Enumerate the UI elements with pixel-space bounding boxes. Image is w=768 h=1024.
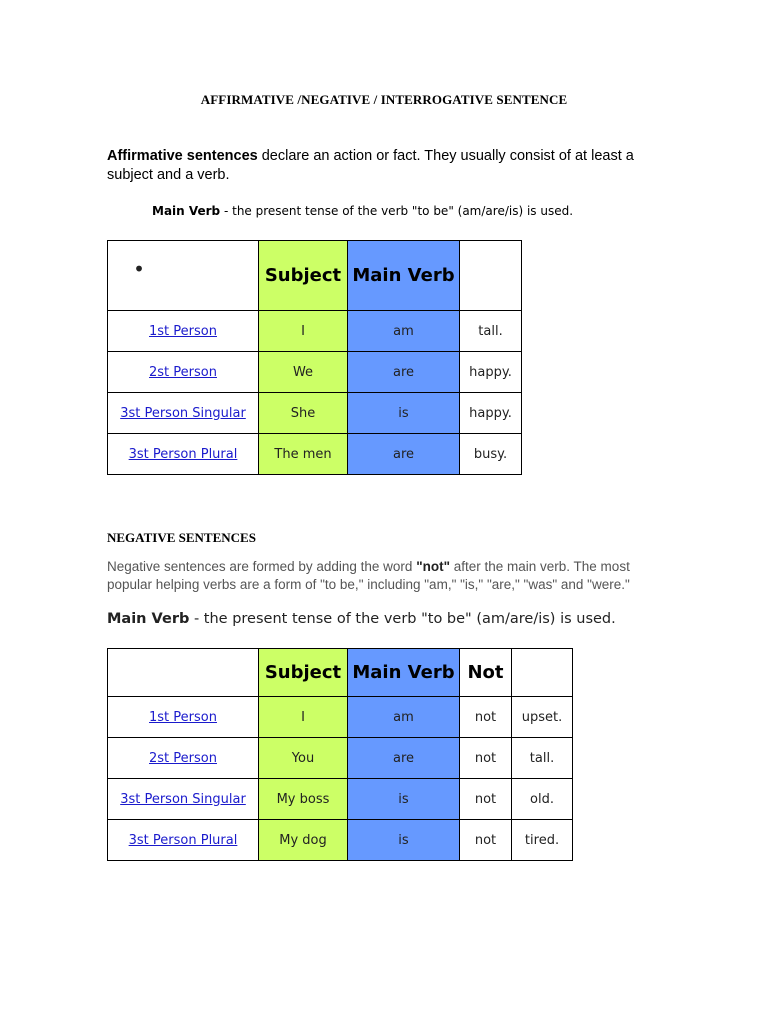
complement-cell: tired. — [512, 820, 573, 861]
complement-cell: upset. — [512, 697, 573, 738]
bullet-icon: • — [133, 257, 145, 281]
table-header-row — [108, 241, 522, 311]
person-cell — [108, 434, 259, 475]
subject-cell: We — [259, 352, 348, 393]
table-row — [108, 352, 522, 393]
subject-cell: My dog — [259, 820, 348, 861]
table-row — [108, 738, 573, 779]
verb-cell: is — [348, 393, 460, 434]
verb-cell: are — [348, 738, 460, 779]
verb-cell: am — [348, 697, 460, 738]
verb-cell: am — [348, 311, 460, 352]
affirmative-description — [107, 147, 667, 185]
complement-cell: happy. — [460, 352, 522, 393]
person-link[interactable]: 1st Person — [149, 323, 217, 339]
negative-description — [107, 558, 652, 594]
header-empty-cell — [460, 241, 522, 311]
negative-text-bold: "not" — [416, 559, 450, 574]
header-empty-cell — [108, 649, 259, 697]
complement-cell: busy. — [460, 434, 522, 475]
person-link[interactable]: 3st Person Plural — [128, 832, 238, 848]
complement-cell: old. — [512, 779, 573, 820]
note-text: - the present tense of the verb "to be" (am/are/is) is used. — [189, 611, 616, 627]
header-not: Not — [460, 649, 512, 697]
header-empty-cell — [108, 241, 259, 311]
note-text: - the present tense of the verb "to be" (am/are/is) is used. — [220, 204, 574, 218]
not-cell: not — [460, 779, 512, 820]
table-row — [108, 779, 573, 820]
negative-heading: NEGATIVE SENTENCES — [107, 530, 256, 545]
person-cell — [108, 352, 259, 393]
table-row — [108, 393, 522, 434]
affirmative-term: Affirmative sentences — [107, 148, 258, 164]
complement-cell: tall. — [460, 311, 522, 352]
subject-cell: My boss — [259, 779, 348, 820]
not-cell: not — [460, 820, 512, 861]
complement-cell: tall. — [512, 738, 573, 779]
subject-cell: She — [259, 393, 348, 434]
person-cell — [108, 738, 259, 779]
person-cell — [108, 311, 259, 352]
verb-cell: is — [348, 779, 460, 820]
subject-cell: I — [259, 311, 348, 352]
person-link[interactable]: 3st Person Singular — [120, 791, 246, 807]
verb-cell: are — [348, 434, 460, 475]
subject-cell: You — [259, 738, 348, 779]
table-row — [108, 697, 573, 738]
person-link[interactable]: 1st Person — [149, 709, 217, 725]
affirmative-text: declare an action or fact. They usually consist of at least a subject and a verb. — [107, 148, 634, 183]
verb-cell: is — [348, 820, 460, 861]
table-row — [108, 434, 522, 475]
person-cell — [108, 393, 259, 434]
negative-main-verb-note — [107, 611, 616, 627]
subject-cell: I — [259, 697, 348, 738]
subject-cell: The men — [259, 434, 348, 475]
negative-text-a: Negative sentences are formed by adding the word — [107, 559, 417, 574]
table-row — [108, 311, 522, 352]
person-cell — [108, 697, 259, 738]
not-cell: not — [460, 738, 512, 779]
note-bold: Main Verb — [152, 204, 221, 218]
negative-table — [107, 648, 573, 861]
complement-cell: happy. — [460, 393, 522, 434]
affirmative-main-verb-note — [152, 204, 573, 218]
header-subject: Subject — [259, 241, 348, 311]
table-header-row — [108, 649, 573, 697]
header-main-verb: Main Verb — [348, 649, 460, 697]
person-link[interactable]: 3st Person Singular — [120, 405, 246, 421]
header-subject: Subject — [259, 649, 348, 697]
table-row — [108, 820, 573, 861]
person-link[interactable]: 2st Person — [149, 364, 217, 380]
note-bold: Main Verb — [107, 611, 190, 627]
person-link[interactable]: 3st Person Plural — [128, 446, 238, 462]
verb-cell: are — [348, 352, 460, 393]
negative-text-b: after the main verb. The most popular helping verbs are a form of "to be," including "am," "is," "are," "was" and "were." — [107, 559, 630, 592]
person-link[interactable]: 2st Person — [149, 750, 217, 766]
header-main-verb: Main Verb — [348, 241, 460, 311]
header-empty-cell — [512, 649, 573, 697]
person-cell — [108, 779, 259, 820]
not-cell: not — [460, 697, 512, 738]
page-title: AFFIRMATIVE /NEGATIVE / INTERROGATIVE SENTENCE — [200, 92, 568, 107]
person-cell — [108, 820, 259, 861]
affirmative-table — [107, 240, 522, 475]
